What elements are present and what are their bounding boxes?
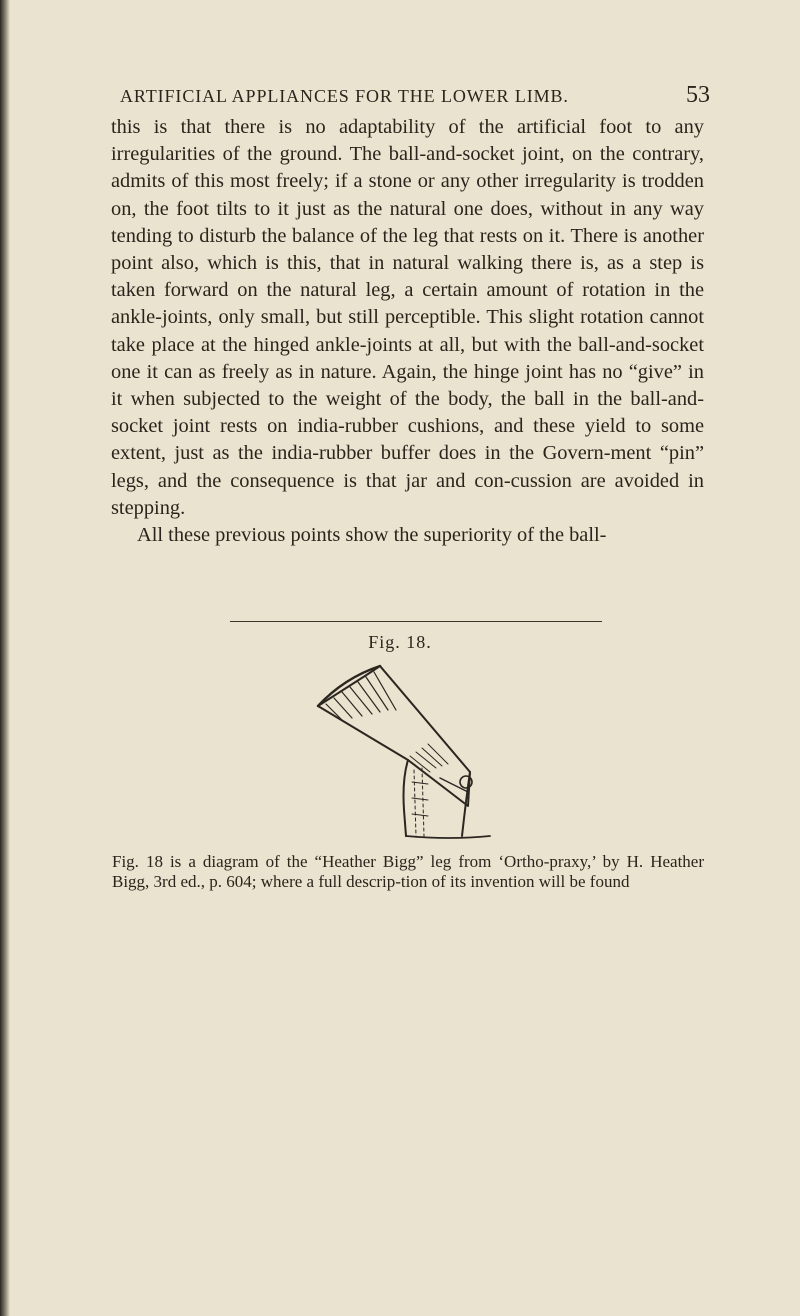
shank xyxy=(404,760,409,836)
foot xyxy=(406,836,490,838)
figure-label: Fig. 18. xyxy=(368,632,432,652)
page-number: 53 xyxy=(686,82,710,108)
running-head: ARTIFICIAL APPLIANCES FOR THE LOWER LIMB. xyxy=(120,86,569,106)
figure-caption: Fig. 18 is a diagram of the “Heather Bigg” leg from ‘Ortho-praxy,’ by H. Heather Bigg, 3rd ed., p. 604; where a full descrip-tion of its invention will be found xyxy=(112,852,704,891)
artificial-leg-illustration xyxy=(280,660,520,844)
section-rule xyxy=(230,621,602,622)
paragraph-1: this is that there is no adaptability of the artificial foot to any irregularities of the ground. The ball-and-socket joint, on the contrary, admits of this most freely; if a stone or any other irregularity is trodden on, the foot tilts to it just as the natural one does, without in any way tending to disturb the balance of the leg that rests on it. There is another point also, which is this, that in natural walking there is, as a step is taken forward on the natural leg, a certain amount of rotation in the ankle-joints, only small, but still perceptible. This slight rotation cannot take place at the hinged ankle-joints at all, but with the ball-and-socket one it can as freely as in nature. Again, the hinge joint has no “give” in it when subjected to the weight of the body, the ball in the ball-and-socket joint rests on india-rubber cushions, and these yield to some extent, just as the india-rubber buffer does in the Govern-ment “pin” legs, and the consequence is that jar and con-cussion are avoided in stepping. xyxy=(111,116,704,519)
paragraph-2: All these previous points show the superiority of the ball- xyxy=(137,524,607,547)
page-edge-shadow xyxy=(0,0,10,1316)
body-text xyxy=(111,114,704,549)
page-header xyxy=(100,82,710,114)
